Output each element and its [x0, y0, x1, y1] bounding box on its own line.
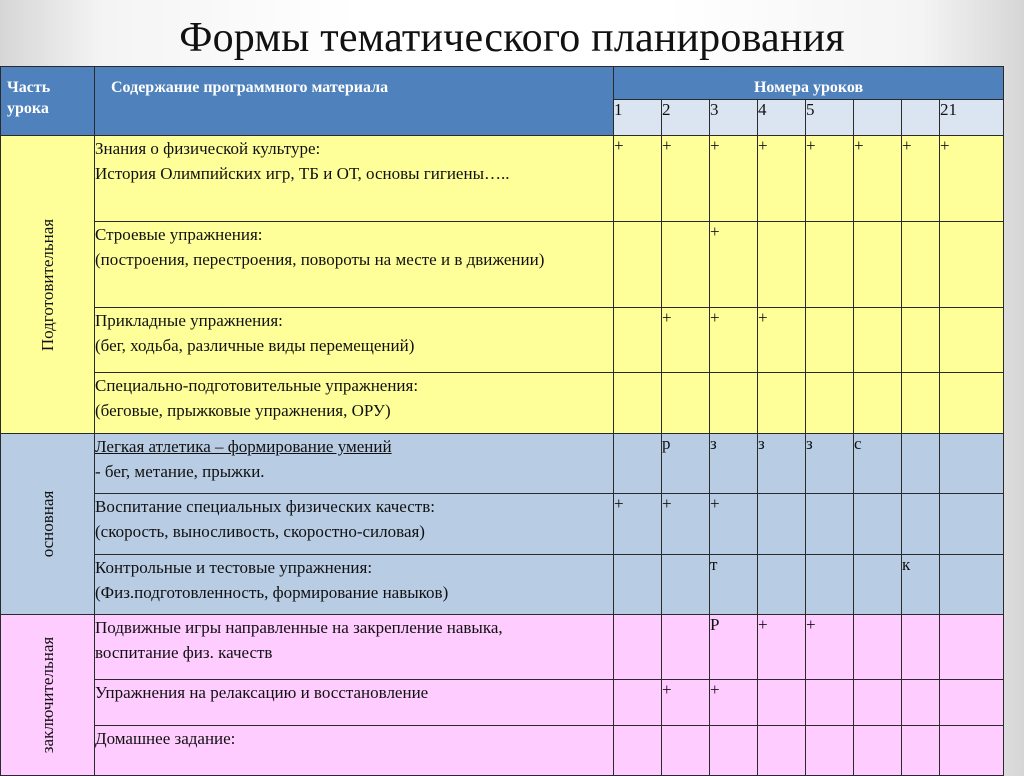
mark-cell	[902, 434, 940, 494]
mark-cell: +	[614, 136, 662, 222]
mark-cell: +	[758, 308, 806, 373]
row-description: Домашнее задание:	[95, 726, 614, 776]
mark-cell	[854, 680, 902, 726]
mark-cell: +	[758, 136, 806, 222]
mark-cell	[940, 308, 1004, 373]
mark-cell: +	[806, 615, 854, 680]
mark-cell: +	[710, 222, 758, 308]
mark-cell: +	[940, 136, 1004, 222]
mark-cell: +	[902, 136, 940, 222]
mark-cell	[614, 680, 662, 726]
mark-cell: +	[662, 308, 710, 373]
mark-cell	[614, 373, 662, 434]
mark-cell	[614, 726, 662, 776]
lesson-number: 1	[614, 100, 662, 136]
section-label: заключительная	[37, 636, 57, 754]
mark-cell	[662, 726, 710, 776]
mark-cell: з	[806, 434, 854, 494]
mark-cell	[940, 555, 1004, 615]
mark-cell: +	[710, 308, 758, 373]
mark-cell	[806, 373, 854, 434]
mark-cell	[758, 222, 806, 308]
mark-cell	[940, 373, 1004, 434]
table-row	[1, 222, 1004, 308]
mark-cell	[662, 615, 710, 680]
row-description: Упражнения на релаксацию и восстановление	[95, 680, 614, 726]
header-content: Содержание программного материала	[95, 67, 614, 136]
table-row	[1, 136, 1004, 222]
mark-cell	[806, 308, 854, 373]
mark-cell	[854, 615, 902, 680]
row-description: Контрольные и тестовые упражнения: (Физ.подготовленность, формирование навыков)	[95, 555, 614, 615]
row-description: Прикладные упражнения: (бег, ходьба, различные виды перемещений)	[95, 308, 614, 373]
header-lessons: Номера уроков	[614, 67, 1004, 100]
section-final	[1, 615, 95, 776]
mark-cell	[902, 308, 940, 373]
table-row	[1, 373, 1004, 434]
mark-cell	[662, 373, 710, 434]
mark-cell: +	[662, 680, 710, 726]
mark-cell	[806, 494, 854, 555]
mark-cell	[662, 555, 710, 615]
mark-cell	[758, 494, 806, 555]
mark-cell	[902, 373, 940, 434]
row-description: Знания о физической культуре: История Олимпийских игр, ТБ и ОТ, основы гигиены…..	[95, 136, 614, 222]
mark-cell	[758, 726, 806, 776]
mark-cell	[854, 555, 902, 615]
mark-cell	[940, 726, 1004, 776]
table-row	[1, 555, 1004, 615]
mark-cell	[902, 680, 940, 726]
mark-cell	[806, 555, 854, 615]
lesson-number: 4	[758, 100, 806, 136]
mark-cell: +	[662, 136, 710, 222]
mark-cell: +	[758, 615, 806, 680]
mark-cell	[902, 615, 940, 680]
mark-cell	[614, 308, 662, 373]
mark-cell	[902, 222, 940, 308]
mark-cell: +	[662, 494, 710, 555]
lesson-number	[854, 100, 902, 136]
row-description: Легкая атлетика – формирование умений - бег, метание, прыжки.	[95, 434, 614, 494]
mark-cell: +	[710, 494, 758, 555]
mark-cell	[758, 373, 806, 434]
mark-cell	[854, 373, 902, 434]
lesson-number: 3	[710, 100, 758, 136]
lesson-number: 21	[940, 100, 1004, 136]
mark-cell	[758, 555, 806, 615]
mark-cell: +	[614, 494, 662, 555]
mark-cell: к	[902, 555, 940, 615]
section-preparatory	[1, 136, 95, 434]
row-description: Подвижные игры направленные на закрепление навыка, воспитание физ. качеств	[95, 615, 614, 680]
section-label: Подготовительная	[37, 218, 57, 351]
mark-cell	[806, 680, 854, 726]
header-part: Часть урока	[1, 67, 95, 136]
mark-cell	[902, 494, 940, 555]
mark-cell: +	[806, 136, 854, 222]
mark-cell	[806, 222, 854, 308]
table-row	[1, 680, 1004, 726]
mark-cell	[940, 680, 1004, 726]
lesson-number	[902, 100, 940, 136]
table-row	[1, 308, 1004, 373]
mark-cell	[940, 615, 1004, 680]
table-row	[1, 494, 1004, 555]
section-label: основная	[37, 490, 57, 558]
header-row	[1, 67, 1004, 100]
mark-cell: Р	[710, 615, 758, 680]
mark-cell: з	[710, 434, 758, 494]
mark-cell	[854, 222, 902, 308]
mark-cell	[940, 434, 1004, 494]
mark-cell	[940, 494, 1004, 555]
mark-cell: р	[662, 434, 710, 494]
mark-cell	[614, 615, 662, 680]
lesson-number: 2	[662, 100, 710, 136]
section-main	[1, 434, 95, 615]
row-description: Строевые упражнения: (построения, перестроения, повороты на месте и в движении)	[95, 222, 614, 308]
mark-cell	[854, 308, 902, 373]
mark-cell	[710, 726, 758, 776]
mark-cell	[662, 222, 710, 308]
page-title: Формы тематического планирования	[179, 15, 845, 61]
lesson-number: 5	[806, 100, 854, 136]
mark-cell	[614, 434, 662, 494]
table-row	[1, 726, 1004, 776]
row-description: Специально-подготовительные упражнения: (беговые, прыжковые упражнения, ОРУ)	[95, 373, 614, 434]
mark-cell	[758, 680, 806, 726]
mark-cell	[614, 555, 662, 615]
planning-table	[0, 66, 1004, 776]
mark-cell	[854, 726, 902, 776]
mark-cell	[854, 494, 902, 555]
mark-cell: т	[710, 555, 758, 615]
row-description: Воспитание специальных физических качеств: (скорость, выносливость, скоростно-силовая)	[95, 494, 614, 555]
mark-cell: +	[710, 136, 758, 222]
mark-cell: с	[854, 434, 902, 494]
mark-cell: +	[854, 136, 902, 222]
mark-cell: з	[758, 434, 806, 494]
mark-cell	[710, 373, 758, 434]
table-row	[1, 615, 1004, 680]
mark-cell	[806, 726, 854, 776]
mark-cell: +	[710, 680, 758, 726]
mark-cell	[902, 726, 940, 776]
mark-cell	[614, 222, 662, 308]
table-row	[1, 434, 1004, 494]
mark-cell	[940, 222, 1004, 308]
